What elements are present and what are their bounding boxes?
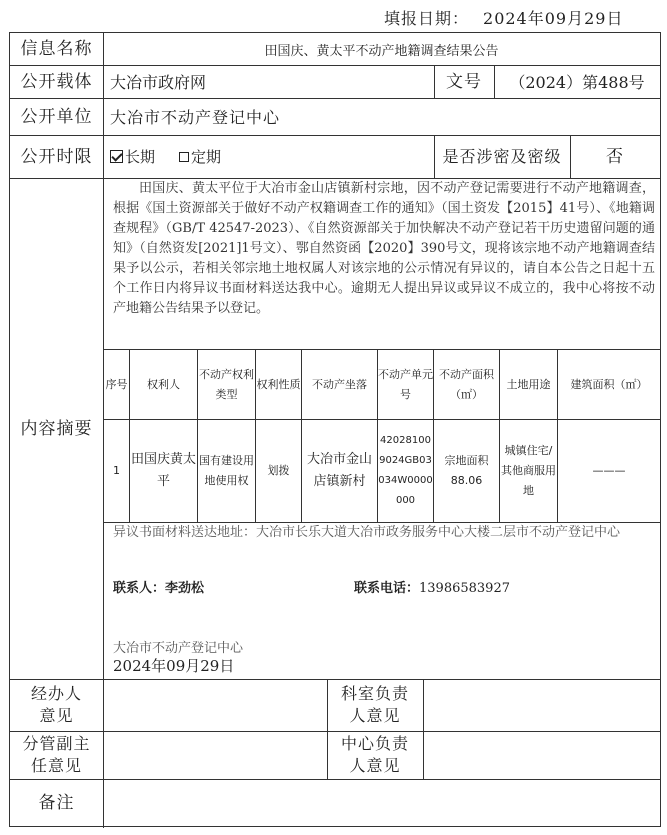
table-header-row [104, 350, 661, 420]
cell-land-use: 城镇住宅/其他商服用地 [500, 420, 558, 523]
long-term-label: 长期 [125, 148, 156, 166]
fill-date [384, 6, 623, 29]
cell-area: 宗地面积88.06 [434, 420, 500, 523]
cell-owner: 田国庆黄太平 [130, 420, 198, 523]
deputy-opinion[interactable] [103, 731, 327, 779]
carrier-label: 公开载体 [20, 71, 93, 92]
signature-org: 大冶市不动产登记中心 [113, 641, 244, 656]
secret-label: 是否涉密及密级 [442, 146, 562, 166]
table-row [104, 420, 661, 523]
section-head-label: 科室负责人意见 [340, 684, 409, 725]
doc-no-value: （2024）第488号 [509, 73, 645, 92]
contact-name: 李劲松 [165, 581, 205, 596]
fixed-term-checkbox[interactable] [179, 152, 189, 162]
cell-no: 1 [104, 420, 130, 523]
section-head-opinion[interactable] [423, 679, 660, 731]
fixed-term-label: 定期 [191, 148, 222, 166]
header-building-area: 建筑面积（㎡） [558, 350, 661, 420]
fill-date-value: 2024年09月29日 [483, 9, 624, 28]
long-term-checkbox[interactable] [110, 150, 123, 163]
signature-date: 2024年09月29日 [113, 657, 235, 675]
cell-building-area: ——— [558, 420, 661, 523]
objection-address: 异议书面材料送达地址：大冶市长乐大道大冶市政务服务中心大楼二层市不动产登记中心 [113, 525, 621, 540]
cell-unit-no: 420281009024GB03034W0000000 [378, 420, 434, 523]
time-options [110, 135, 430, 178]
contact-label: 联系人： [113, 581, 166, 596]
phone-number: 13986583927 [419, 581, 510, 596]
phone-label: 联系电话： [354, 581, 420, 596]
header-owner: 权利人 [130, 350, 198, 420]
disclosure-form [9, 32, 661, 827]
cell-nature: 划拨 [256, 420, 302, 523]
property-table [103, 349, 661, 523]
header-no: 序号 [104, 350, 130, 420]
info-name-label: 信息名称 [20, 39, 93, 59]
cell-right-type: 国有建设用地使用权 [198, 420, 256, 523]
center-head-label: 中心负责人意见 [340, 734, 409, 775]
center-head-opinion[interactable] [423, 731, 660, 779]
time-label: 公开时限 [20, 146, 93, 167]
carrier-value: 大冶市政府网 [110, 73, 207, 92]
fill-date-label: 填报日期： [384, 9, 470, 28]
cell-location: 大冶市金山店镇新村 [302, 420, 378, 523]
header-nature: 权利性质 [256, 350, 302, 420]
unit-label: 公开单位 [20, 106, 93, 127]
handler-opinion[interactable] [103, 679, 327, 731]
contact-phone [354, 577, 510, 596]
deputy-label: 分管副主任意见 [22, 734, 91, 775]
info-name-value: 田国庆、黄太平不动产地籍调查结果公告 [264, 43, 499, 59]
unit-value: 大冶市不动产登记中心 [110, 108, 281, 127]
summary-label: 内容摘要 [20, 418, 93, 439]
header-area: 不动产面积（㎡） [434, 350, 500, 420]
contact-person [113, 577, 204, 596]
header-right-type: 不动产权利类型 [198, 350, 256, 420]
header-land-use: 土地用途 [500, 350, 558, 420]
secret-value: 否 [606, 146, 624, 167]
header-location: 不动产坐落 [302, 350, 378, 420]
summary-paragraph: 田国庆、黄太平位于大冶市金山店镇新村宗地，因不动产登记需要进行不动产地籍调查，根据《国土资源部关于做好不动产权籍调查工作的通知》（国土资发【2015】41号）、《地籍调查规程》（GB/T 42547-2023）、《自然资源部关于加快解决不动产登记若干历史遗留问题的通知》（自然资发[2021]1号文）、鄂自然资函【2020】390号文，现将该宗地不动产地籍调查结果予以公示，若相关邻宗地土地权属人对该宗地的公示情况有异议的，请自本公告之日起十五个工作日内将异议书面材料送达我中心。逾期无人提出异议或异议不成立的，我中心将按不动产地籍公告结果予以登记。 [113, 181, 656, 316]
remark-value[interactable] [103, 779, 660, 826]
doc-no-label: 文号 [446, 71, 482, 92]
header-unit-no: 不动产单元号 [378, 350, 434, 420]
remark-label: 备注 [38, 792, 75, 813]
handler-label: 经办人意见 [30, 684, 82, 725]
